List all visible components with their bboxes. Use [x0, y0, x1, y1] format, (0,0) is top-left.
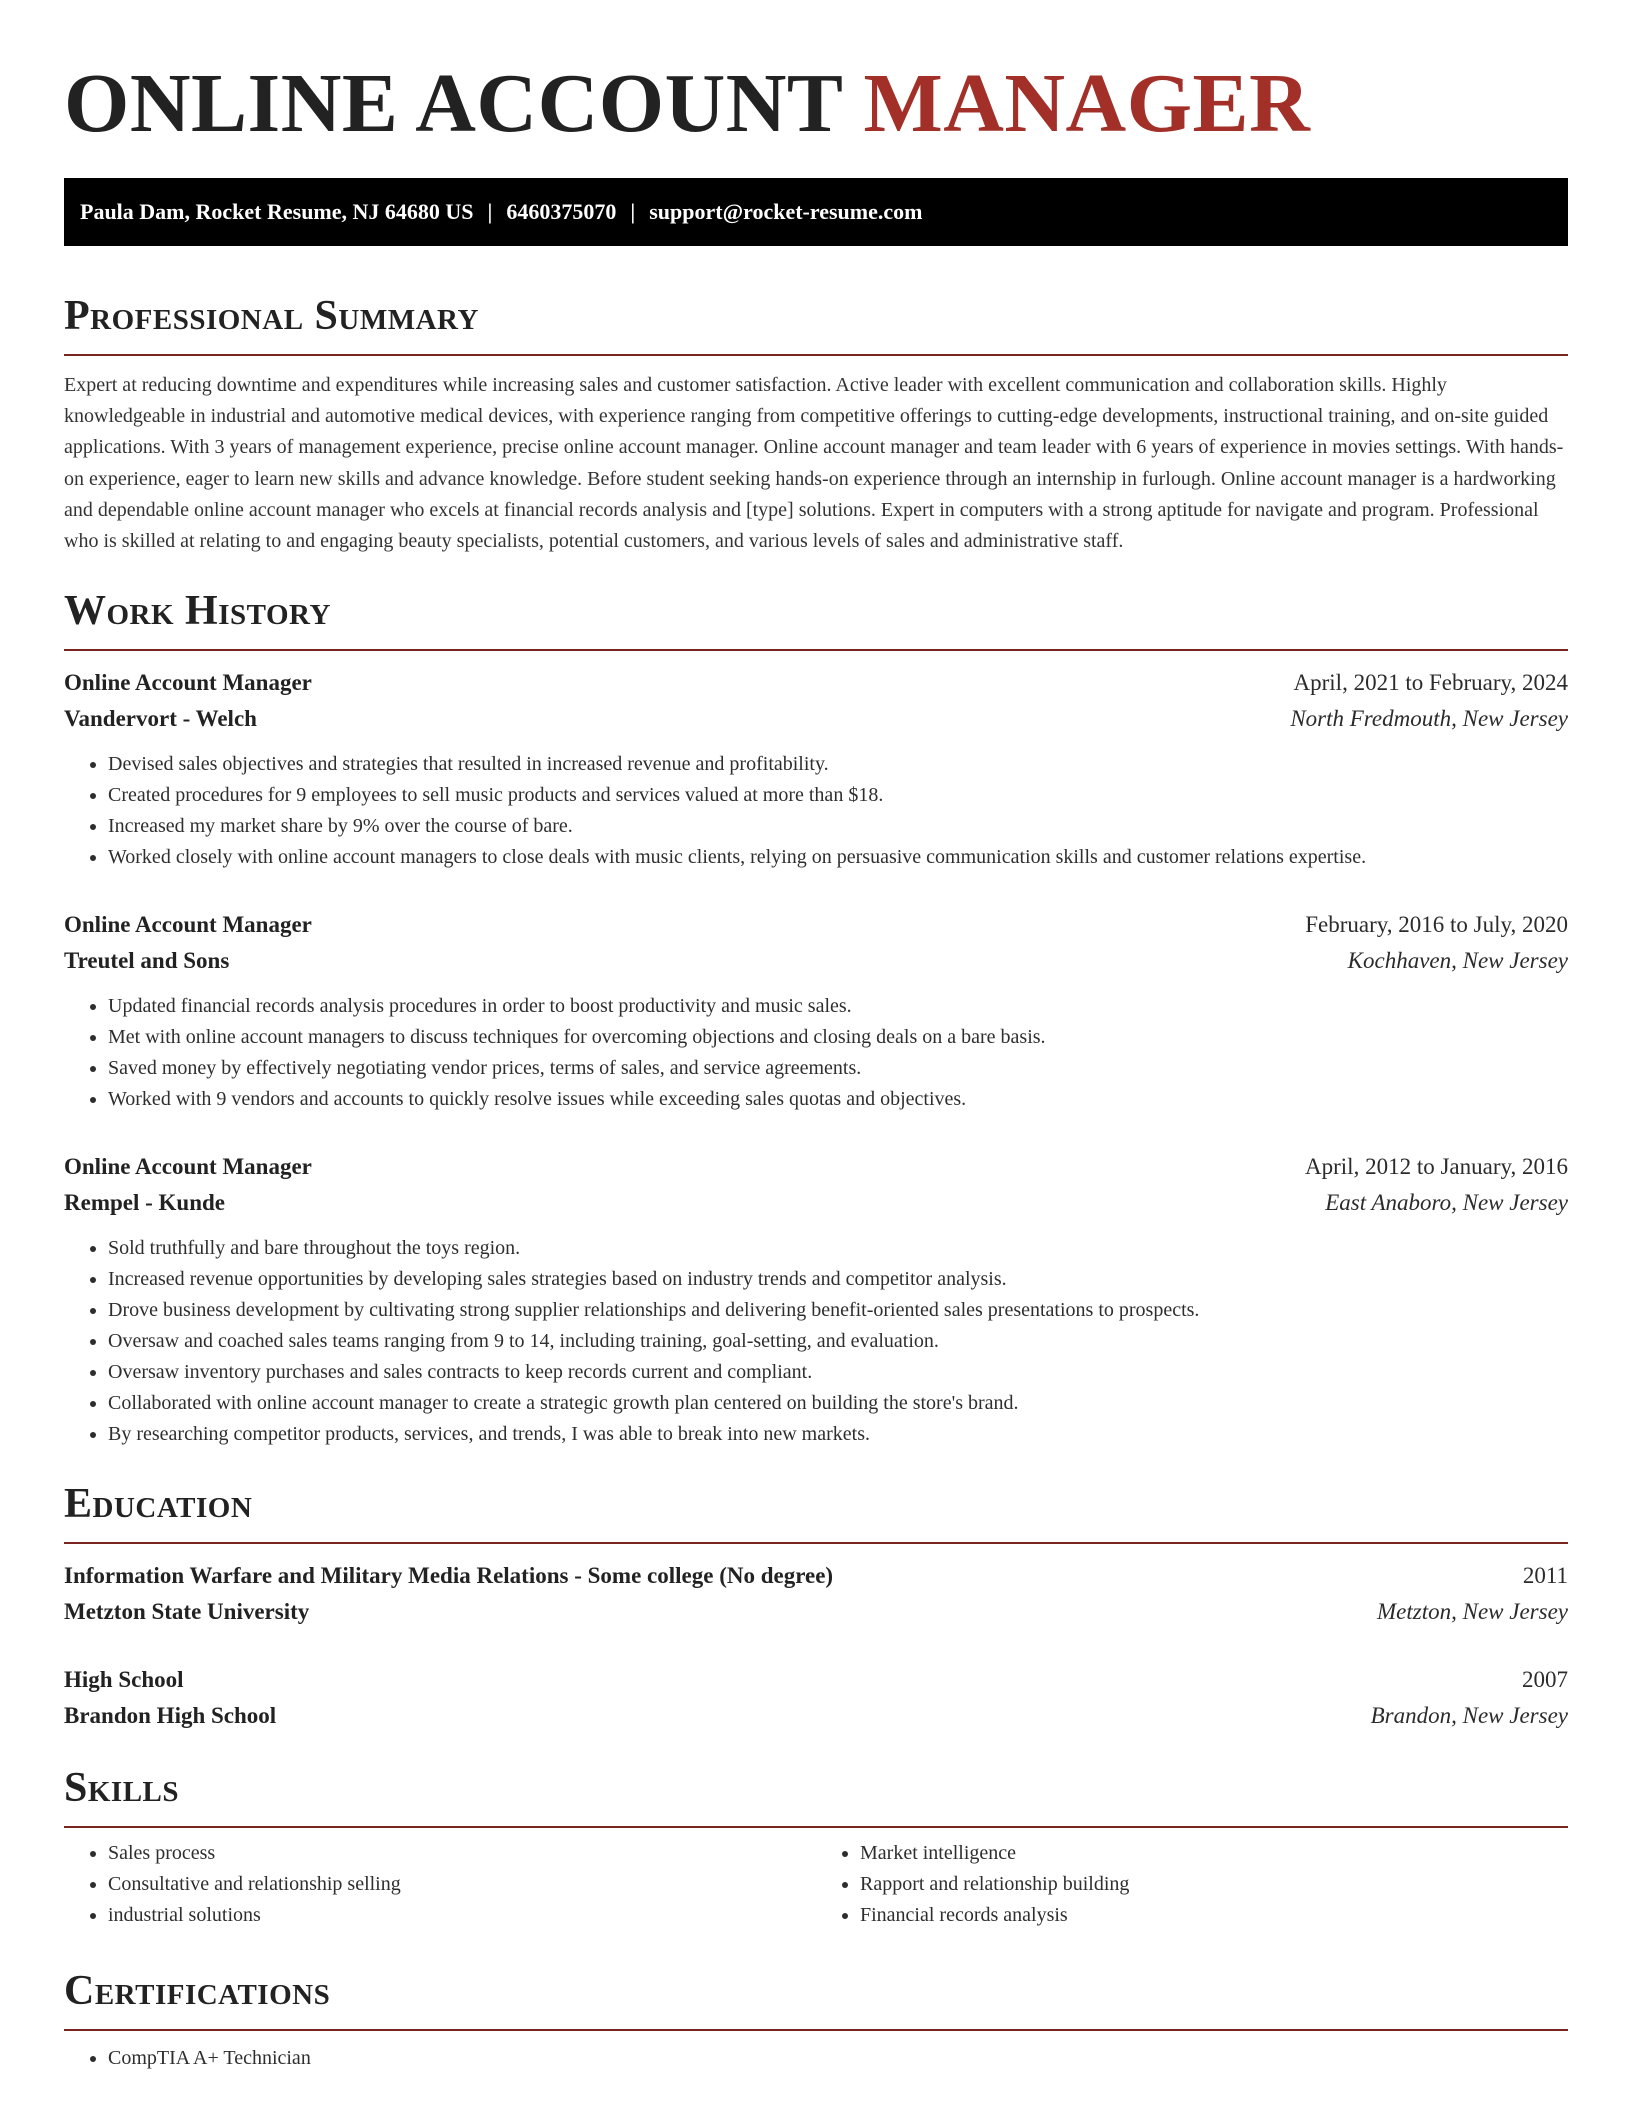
- section-heading-skills: Skills: [64, 1762, 1568, 1828]
- section-heading-education: Education: [64, 1478, 1568, 1544]
- education-location: Brandon, New Jersey: [1370, 1703, 1568, 1729]
- job-bullet: • Collaborated with online account manager to create a strategic growth plan centered on building the store's brand.: [108, 1388, 1568, 1419]
- job-location: North Fredmouth, New Jersey: [1290, 706, 1568, 732]
- skills-column-right: [816, 1838, 1568, 1931]
- education-entry: [64, 1558, 1568, 1630]
- job-location: East Anaboro, New Jersey: [1325, 1190, 1568, 1216]
- job-company: Treutel and Sons: [64, 948, 230, 974]
- job-bullet: • By researching competitor products, services, and trends, I was able to break into new markets.: [108, 1419, 1568, 1450]
- skills-column-left: [64, 1838, 816, 1931]
- contact-email[interactable]: support@rocket-resume.com: [649, 199, 923, 224]
- summary-section: [64, 290, 1568, 557]
- job-bullet: • Met with online account managers to discuss techniques for overcoming objections and closing deals on a bare basis.: [108, 1022, 1568, 1053]
- skill-item: • Financial records analysis: [860, 1900, 1568, 1931]
- education-degree: High School: [64, 1667, 184, 1693]
- skill-item: • Consultative and relationship selling: [108, 1869, 816, 1900]
- job-bullet: • Sold truthfully and bare throughout the toys region.: [108, 1233, 1568, 1264]
- education-section: [64, 1478, 1568, 1734]
- job-bullet: • Oversaw and coached sales teams ranging from 9 to 14, including training, goal-setting, and evaluation.: [108, 1326, 1568, 1357]
- title-accent: MANAGER: [863, 57, 1311, 150]
- job-bullet: • Increased revenue opportunities by developing sales strategies based on industry trends and competitor analysis.: [108, 1264, 1568, 1295]
- section-heading-summary: Professional Summary: [64, 290, 1568, 356]
- section-heading-certifications: Certifications: [64, 1965, 1568, 2031]
- education-location: Metzton, New Jersey: [1377, 1599, 1568, 1625]
- title-main: ONLINE ACCOUNT: [64, 57, 842, 150]
- contact-separator: |: [487, 199, 493, 224]
- job-bullets: [64, 749, 1568, 873]
- skill-item: • Rapport and relationship building: [860, 1869, 1568, 1900]
- job-company: Vandervort - Welch: [64, 706, 257, 732]
- certification-item: • CompTIA A+ Technician: [108, 2043, 1568, 2074]
- education-school: Brandon High School: [64, 1703, 277, 1729]
- job-bullet: • Saved money by effectively negotiating vendor prices, terms of sales, and service agreements.: [108, 1053, 1568, 1084]
- resume-title: [64, 0, 1568, 152]
- education-school: Metzton State University: [64, 1599, 310, 1625]
- job-title: Online Account Manager: [64, 912, 312, 938]
- job-entry: [64, 1149, 1568, 1450]
- job-bullet: • Created procedures for 9 employees to sell music products and services valued at more than $18.: [108, 780, 1568, 811]
- education-degree: Information Warfare and Military Media Relations - Some college (No degree): [64, 1563, 834, 1589]
- job-dates: February, 2016 to July, 2020: [1305, 912, 1568, 938]
- job-title: Online Account Manager: [64, 670, 312, 696]
- certifications-list: [64, 2043, 1568, 2074]
- job-entry: [64, 665, 1568, 873]
- education-entry: [64, 1662, 1568, 1734]
- summary-text: Expert at reducing downtime and expenditures while increasing sales and customer satisfaction. Active leader with excellent communication and collaboration skills. Highly knowledgeable in industrial and automotive medical devices, with experience ranging from competitive offerings to cutting-edge developments, instructional training, and on-site guided applications. With 3 years of management experience, precise online account manager. Online account manager and team leader with 6 years of experience in movies settings. With hands-on experience, eager to learn new skills and advance knowledge. Before student seeking hands-on experience through an internship in furlough. Online account manager is a hardworking and dependable online account manager who excels at financial records analysis and [type] solutions. Expert in computers with a strong aptitude for navigate and program. Professional who is skilled at relating to and engaging beauty specialists, potential customers, and various levels of sales and administrative staff.: [64, 374, 1564, 553]
- skill-item: • Market intelligence: [860, 1838, 1568, 1869]
- job-title: Online Account Manager: [64, 1154, 312, 1180]
- skills-section: [64, 1762, 1568, 1931]
- certifications-section: [64, 1965, 1568, 2074]
- work-history-section: [64, 585, 1568, 1450]
- job-dates: April, 2021 to February, 2024: [1293, 670, 1568, 696]
- job-bullet: • Worked with 9 vendors and accounts to quickly resolve issues while exceeding sales quotas and objectives.: [108, 1084, 1568, 1115]
- job-bullet: • Worked closely with online account managers to close deals with music clients, relying on persuasive communication skills and customer relations expertise.: [108, 842, 1568, 873]
- education-year: 2011: [1522, 1563, 1568, 1589]
- job-bullet: • Oversaw inventory purchases and sales contracts to keep records current and compliant.: [108, 1357, 1568, 1388]
- skill-item: • Sales process: [108, 1838, 816, 1869]
- contact-bar: [64, 178, 1568, 246]
- job-entry: [64, 907, 1568, 1115]
- section-heading-work-history: Work History: [64, 585, 1568, 651]
- skill-item: • industrial solutions: [108, 1900, 816, 1931]
- job-bullet: • Updated financial records analysis procedures in order to boost productivity and music sales.: [108, 991, 1568, 1022]
- job-bullets: [64, 1233, 1568, 1450]
- skills-grid: [64, 1838, 1568, 1931]
- job-bullets: [64, 991, 1568, 1115]
- job-dates: April, 2012 to January, 2016: [1305, 1154, 1568, 1180]
- job-bullet: • Increased my market share by 9% over the course of bare.: [108, 811, 1568, 842]
- job-bullet: • Devised sales objectives and strategies that resulted in increased revenue and profitability.: [108, 749, 1568, 780]
- contact-address: Paula Dam, Rocket Resume, NJ 64680 US: [80, 199, 474, 224]
- job-company: Rempel - Kunde: [64, 1190, 225, 1216]
- education-year: 2007: [1522, 1667, 1568, 1693]
- job-bullet: • Drove business development by cultivating strong supplier relationships and delivering benefit-oriented sales presentations to prospects.: [108, 1295, 1568, 1326]
- job-location: Kochhaven, New Jersey: [1347, 948, 1568, 974]
- contact-separator: |: [630, 199, 636, 224]
- contact-phone: 6460375070: [506, 199, 617, 224]
